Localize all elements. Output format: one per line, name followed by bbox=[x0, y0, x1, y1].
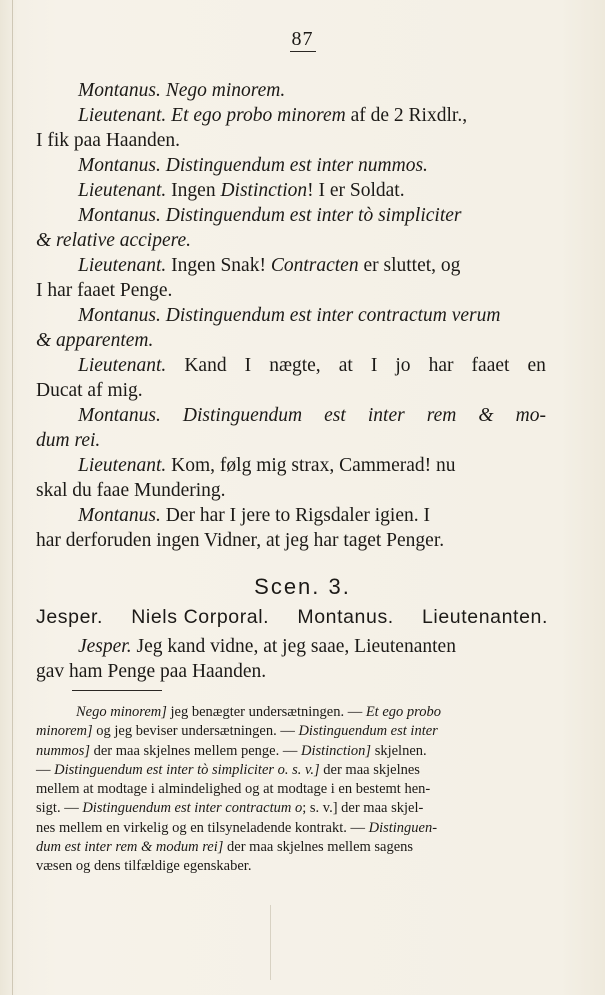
footnote-rule bbox=[72, 690, 162, 691]
dialogue-block-2 bbox=[36, 634, 546, 684]
dialogue-line: & apparentem. bbox=[36, 330, 154, 351]
page-edge-line bbox=[12, 0, 13, 995]
dialogue-line: Montanus. Distinguendum est inter rem & mo- bbox=[78, 405, 546, 426]
footnote-line: sigt. — Distinguendum est inter contractum o; s. v.] der maa skjel- bbox=[36, 800, 424, 817]
cast-member: Niels Corporal. bbox=[131, 606, 270, 628]
dialogue-line: dum rei. bbox=[36, 430, 101, 451]
page-number: 87 bbox=[291, 28, 314, 50]
dialogue-line: Ducat af mig. bbox=[36, 380, 143, 401]
dialogue-line: I fik paa Haanden. bbox=[36, 130, 181, 151]
dialogue-line: skal du faae Mundering. bbox=[36, 480, 226, 501]
dialogue-line: Montanus. Distinguendum est inter tò simpliciter bbox=[78, 205, 462, 226]
cast-member: Lieutenanten. bbox=[421, 606, 548, 628]
dialogue-line: Lieutenant. Ingen Distinction! I er Soldat. bbox=[78, 180, 405, 201]
dialogue-line: Lieutenant. Kand I nægte, at I jo har faaet en bbox=[78, 355, 546, 376]
dialogue-line: Montanus. Der har I jere to Rigsdaler igien. I bbox=[78, 505, 430, 526]
footnote-line: væsen og dens tilfældige egenskaber. bbox=[36, 858, 252, 875]
footnotes bbox=[36, 703, 548, 877]
footnote-line: mellem at modtage i almindelighed og at modtage i en bestemt hen- bbox=[36, 781, 431, 798]
footnote-line: nes mellem en virkelig og en tilsyneladende kontrakt. — Distinguen- bbox=[36, 819, 438, 836]
dialogue-line: gav ham Penge paa Haanden. bbox=[36, 661, 267, 682]
footnote-line: — Distinguendum est inter tò simpliciter o. s. v.] der maa skjelnes bbox=[36, 761, 420, 778]
dialogue-line: I har faaet Penge. bbox=[36, 280, 173, 301]
dialogue-line: har derforuden ingen Vidner, at jeg har taget Penger. bbox=[36, 530, 445, 551]
dialogue-line: Jesper. Jeg kand vidne, at jeg saae, Lieutenanten bbox=[78, 636, 456, 657]
cast-member: Jesper. bbox=[36, 606, 104, 628]
dialogue-line: & relative accipere. bbox=[36, 230, 192, 251]
dialogue-line: Montanus. Nego minorem. bbox=[78, 80, 286, 101]
footnote-line: Nego minorem] jeg benægter undersætningen. — Et ego probo bbox=[76, 704, 442, 720]
scene-title: Scen. 3. bbox=[254, 574, 351, 599]
gutter-line bbox=[270, 905, 271, 980]
cast-list bbox=[36, 606, 548, 629]
footnote-line: minorem] og jeg beviser undersætningen. — Distinguendum est inter bbox=[36, 723, 438, 740]
dialogue-line: Montanus. Distinguendum est inter contractum verum bbox=[78, 305, 501, 326]
dialogue-block-1 bbox=[36, 78, 546, 553]
dialogue-line: Lieutenant. Kom, følg mig strax, Cammerad! nu bbox=[78, 455, 456, 476]
dialogue-line: Lieutenant. Et ego probo minorem af de 2 Rixdlr., bbox=[78, 105, 468, 126]
cast-member: Montanus. bbox=[297, 606, 394, 628]
footnote-line: nummos] der maa skjelnes mellem penge. — Distinction] skjelnen. bbox=[36, 742, 427, 759]
dialogue-line: Lieutenant. Ingen Snak! Contracten er sluttet, og bbox=[78, 255, 461, 276]
footnote-line: dum est inter rem & modum rei] der maa skjelnes mellem sagens bbox=[36, 839, 414, 856]
dialogue-line: Montanus. Distinguendum est inter nummos. bbox=[78, 155, 428, 176]
